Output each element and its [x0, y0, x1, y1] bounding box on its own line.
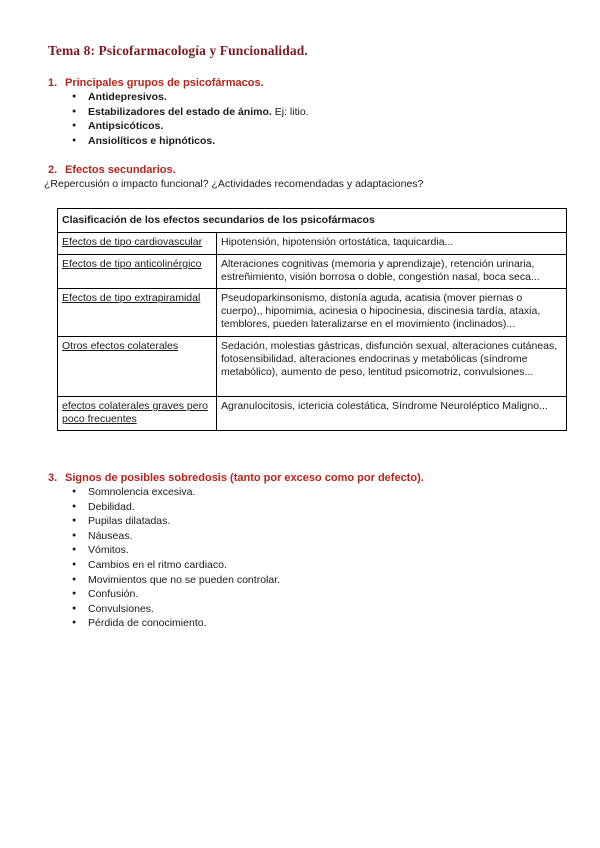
effect-category: efectos colaterales graves pero poco frecuentes — [58, 397, 217, 431]
section-2-number: 2. — [48, 164, 58, 176]
effect-category: Efectos de tipo extrapiramidal — [58, 289, 217, 337]
table-row — [58, 289, 567, 337]
effect-description: Sedación, molestias gástricas, disfunción sexual, alteraciones cutáneas, fotosensibilidad, alteraciones endocrinas y metabólicas (síndrome metabólico), aumento de peso, lentitud psicomotriz, convulsiones... — [217, 337, 567, 397]
section-3-number: 3. — [48, 472, 58, 484]
effect-category: Efectos de tipo cardiovascular — [58, 233, 217, 255]
section-2-question: ¿Repercusión o impacto funcional? ¿Actividades recomendadas y adaptaciones? — [44, 178, 424, 190]
effect-description: Pseudoparkinsonismo, distonía aguda, acatisia (mover piernas o cuerpo),, hipomimia, acinesia o hipocinesia, discinesia tardía, ataxia, temblores, pueden lateralizarse en el movimiento (inclinados)... — [217, 289, 567, 337]
section-2-title: Efectos secundarios. — [65, 164, 176, 176]
section-2-heading — [48, 164, 176, 176]
list-item: ● Ansiolíticos e hipnóticos. — [72, 134, 309, 149]
list-item: ● Pupilas dilatadas. — [72, 514, 280, 529]
list-item: ● Antidepresivos. — [72, 90, 309, 105]
psychotropic-groups-list — [72, 90, 309, 148]
table-header-row — [58, 209, 567, 233]
list-item: ● Pérdida de conocimiento. — [72, 616, 280, 631]
table-header: Clasificación de los efectos secundarios de los psicofármacos — [58, 209, 567, 233]
list-item: ● Antipsicóticos. — [72, 119, 309, 134]
example-note: Ej: litio. — [271, 105, 309, 118]
list-item: ● Náuseas. — [72, 529, 280, 544]
list-item: ● Debilidad. — [72, 500, 280, 515]
section-3-heading — [48, 472, 424, 484]
effect-category: Efectos de tipo anticolinérgico — [58, 255, 217, 289]
section-1-number: 1. — [48, 77, 58, 89]
list-item: ● Convulsiones. — [72, 602, 280, 617]
list-item: ● Confusión. — [72, 587, 280, 602]
section-1-heading — [48, 77, 264, 89]
effect-description: Agranulocitosis, ictericia colestática, Síndrome Neuroléptico Maligno... — [217, 397, 567, 431]
page-title: Tema 8: Psicofarmacología y Funcionalidad. — [48, 43, 308, 58]
table-row — [58, 337, 567, 397]
list-item: ● Estabilizadores del estado de ánimo. Ej: litio. — [72, 105, 309, 120]
section-3-title: Signos de posibles sobredosis (tanto por exceso como por defecto). — [65, 472, 424, 484]
effect-description: Alteraciones cognitivas (memoria y aprendizaje), retención urinaria, estreñimiento, visión borrosa o doble, congestión nasal, boca seca... — [217, 255, 567, 289]
side-effects-table — [57, 208, 567, 431]
table-row — [58, 255, 567, 289]
list-item: ● Movimientos que no se pueden controlar. — [72, 573, 280, 588]
list-item: ● Cambios en el ritmo cardiaco. — [72, 558, 280, 573]
overdose-signs-list — [72, 485, 280, 631]
list-item: ● Vómitos. — [72, 543, 280, 558]
effect-description: Hipotensión, hipotensión ortostática, taquicardia... — [217, 233, 567, 255]
effect-category: Otros efectos colaterales — [58, 337, 217, 397]
section-1-title: Principales grupos de psicofármacos. — [65, 77, 264, 89]
table-row — [58, 397, 567, 431]
list-item: ● Somnolencia excesiva. — [72, 485, 280, 500]
table-row — [58, 233, 567, 255]
